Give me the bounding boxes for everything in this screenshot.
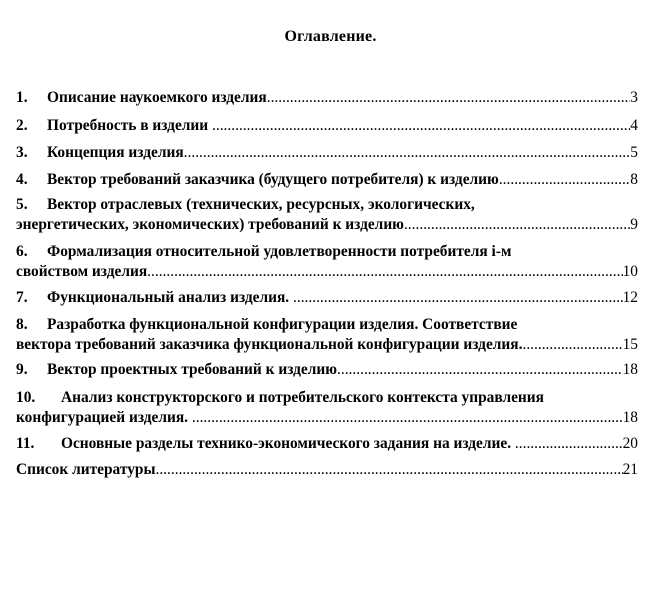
toc-title: Список литературы xyxy=(16,461,156,478)
toc-entry-2[interactable] xyxy=(16,116,638,136)
toc-page-number: 18 xyxy=(622,361,638,378)
toc-entry-5[interactable] xyxy=(16,195,638,235)
toc-title: Функциональный анализ изделия. xyxy=(47,289,293,306)
toc-entry-8[interactable] xyxy=(16,315,638,355)
dot-leader xyxy=(212,116,630,136)
toc-entry-7[interactable] xyxy=(16,288,638,308)
toc-title-continued: конфигурацией изделия. xyxy=(16,409,192,426)
toc-page-number: 15 xyxy=(622,336,638,353)
toc-page-number: 9 xyxy=(630,216,638,233)
dot-leader xyxy=(515,434,623,454)
toc-title: Вектор отраслевых (технических, ресурсных, экологических, xyxy=(47,196,475,213)
toc-entry-4[interactable] xyxy=(16,170,638,190)
toc-number: 5. xyxy=(16,196,28,213)
toc-entry-10[interactable] xyxy=(16,388,638,428)
toc-page-number: 5 xyxy=(630,144,638,161)
toc-title: Концепция изделия xyxy=(47,144,184,161)
dot-leader xyxy=(499,170,630,190)
toc-title: Основные разделы технико-экономического задания на изделие. xyxy=(61,435,515,452)
toc-number: 7. xyxy=(16,289,28,306)
toc-entry-references[interactable] xyxy=(16,460,638,480)
toc-page-number: 18 xyxy=(622,409,638,426)
toc-title-continued: вектора требований заказчика функциональной конфигурации изделия. xyxy=(16,336,523,353)
toc-entry-6[interactable] xyxy=(16,242,638,282)
toc-entry-9[interactable] xyxy=(16,360,638,380)
toc-title-continued: энергетических, экономических) требований к изделию xyxy=(16,216,404,233)
dot-leader xyxy=(522,335,622,355)
dot-leader xyxy=(293,288,623,308)
toc-number: 3. xyxy=(16,144,28,161)
toc-entry-3[interactable] xyxy=(16,143,638,163)
toc-number: 1. xyxy=(16,89,28,106)
dot-leader xyxy=(147,262,622,282)
toc-title: Вектор проектных требований к изделию xyxy=(47,361,338,378)
toc-title: Формализация относительной удовлетворенности потребителя i-м xyxy=(47,243,512,260)
toc-page-number: 8 xyxy=(630,171,638,188)
toc-entry-1[interactable] xyxy=(16,88,638,108)
toc-page-number: 4 xyxy=(630,117,638,134)
toc-number: 10. xyxy=(16,389,36,406)
toc-page-number: 21 xyxy=(622,461,638,478)
dot-leader xyxy=(192,408,623,428)
dot-leader xyxy=(155,460,622,480)
toc-title: Вектор требований заказчика (будущего потребителя) к изделию xyxy=(47,171,499,188)
toc-title: Описание наукоемкого изделия xyxy=(47,89,267,106)
dot-leader xyxy=(404,215,630,235)
toc-number: 4. xyxy=(16,171,28,188)
dot-leader xyxy=(337,360,623,380)
toc-number: 6. xyxy=(16,243,28,260)
dot-leader xyxy=(184,143,631,163)
toc-title: Разработка функциональной конфигурации изделия. Соответствие xyxy=(47,316,518,333)
toc-page-number: 12 xyxy=(622,289,638,306)
toc-number: 9. xyxy=(16,361,28,378)
page-title: Оглавление. xyxy=(284,28,377,45)
toc-number: 2. xyxy=(16,117,28,134)
dot-leader xyxy=(267,88,631,108)
toc-page-number: 3 xyxy=(630,89,638,106)
toc-page-number: 20 xyxy=(622,435,638,452)
toc-number: 8. xyxy=(16,316,28,333)
toc-title: Потребность в изделии xyxy=(47,117,213,134)
toc-title-continued: свойством изделия xyxy=(16,263,148,280)
toc-entry-11[interactable] xyxy=(16,434,638,454)
toc-title: Анализ конструкторского и потребительского контекста управления xyxy=(61,389,544,406)
toc-number: 11. xyxy=(16,435,35,452)
toc-page-number: 10 xyxy=(622,263,638,280)
